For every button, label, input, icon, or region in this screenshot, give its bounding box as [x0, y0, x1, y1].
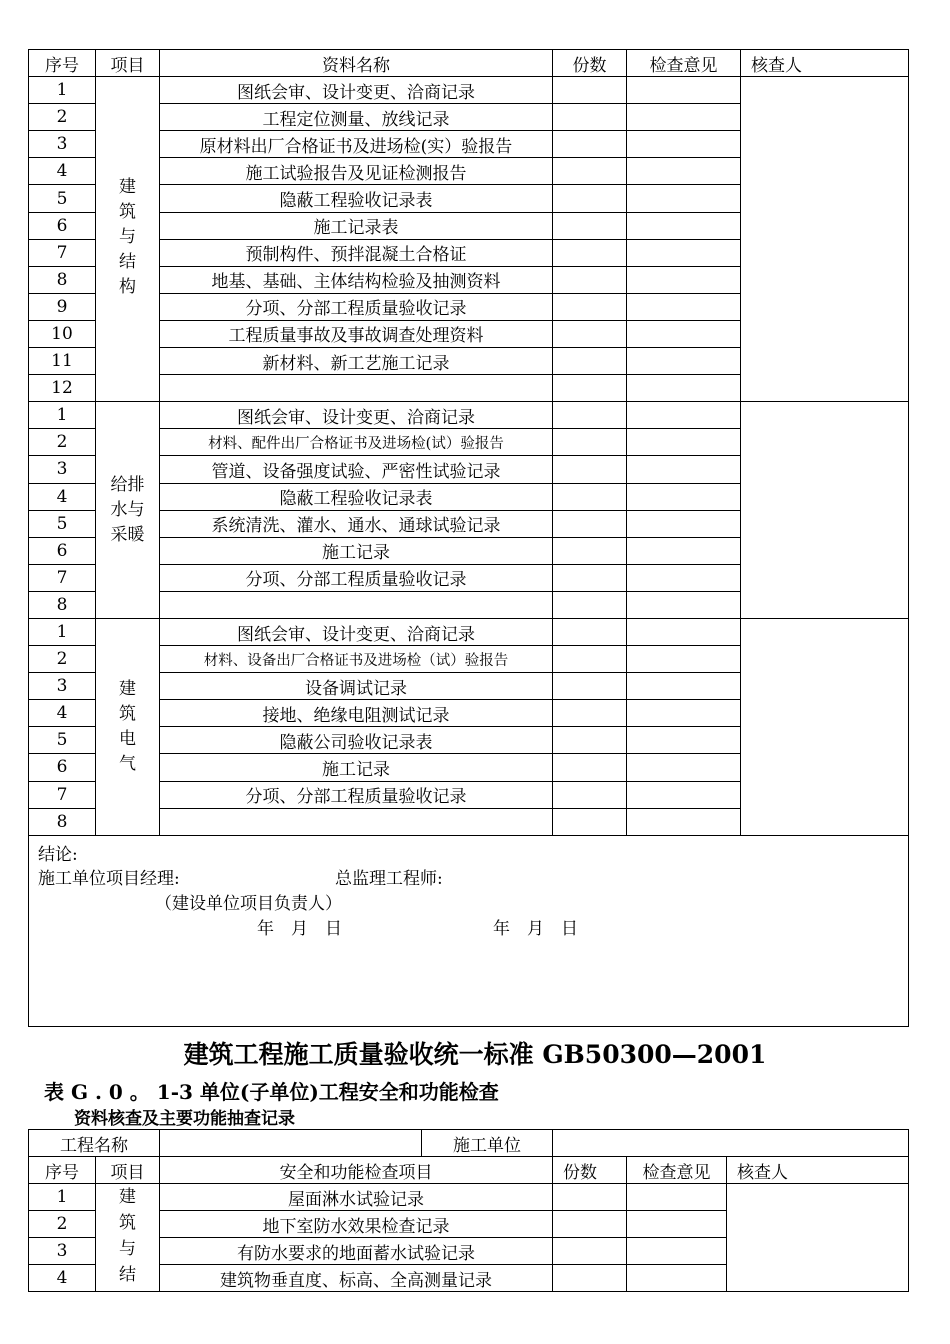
project-name-value	[160, 1130, 422, 1157]
row-no: 2	[29, 646, 96, 673]
group-checker	[741, 402, 909, 619]
header-opinion: 检查意见	[627, 50, 741, 77]
row-copies	[553, 131, 627, 158]
row-name: 分项、分部工程质量验收记录	[160, 781, 553, 808]
row-no: 8	[29, 591, 96, 618]
row-opinion	[627, 808, 741, 835]
row-opinion	[627, 537, 741, 564]
supervisor-label: 总监理工程师:	[335, 868, 443, 889]
row-copies	[553, 591, 627, 618]
row-copies	[553, 104, 627, 131]
row-no: 3	[29, 131, 96, 158]
owner-label: （建设单位项目负责人）	[155, 893, 342, 914]
document-review-table	[28, 49, 909, 1027]
row-name: 分项、分部工程质量验收记录	[160, 564, 553, 591]
row-name	[160, 808, 553, 835]
row-no: 11	[29, 348, 96, 375]
row-name: 有防水要求的地面蓄水试验记录	[160, 1238, 553, 1265]
row-name: 系统清洗、灌水、通水、通球试验记录	[160, 510, 553, 537]
row-copies	[553, 293, 627, 320]
row-no: 9	[29, 293, 96, 320]
row-opinion	[627, 591, 741, 618]
row-copies	[553, 77, 627, 104]
table-row	[29, 618, 909, 645]
row-no: 1	[29, 402, 96, 429]
row-name: 建筑物垂直度、标高、全高测量记录	[160, 1265, 553, 1292]
group-checker	[741, 618, 909, 835]
conclusion-row	[29, 835, 909, 1026]
header-name: 资料名称	[160, 50, 553, 77]
safety-function-table	[28, 1129, 909, 1292]
row-copies	[553, 266, 627, 293]
header-copies: 份数	[553, 50, 627, 77]
row-name: 施工记录	[160, 754, 553, 781]
row-opinion	[627, 185, 741, 212]
row-name: 管道、设备强度试验、严密性试验记录	[160, 456, 553, 483]
row-opinion	[627, 239, 741, 266]
row-no: 7	[29, 781, 96, 808]
header-no: 序号	[29, 1157, 96, 1184]
row-opinion	[627, 1238, 727, 1265]
row-name: 原材料出厂合格证书及进场检(实）验报告	[160, 131, 553, 158]
row-opinion	[627, 131, 741, 158]
row-name: 隐蔽公司验收记录表	[160, 727, 553, 754]
row-copies	[553, 483, 627, 510]
row-copies	[553, 185, 627, 212]
header-item: 项目	[96, 1157, 160, 1184]
row-copies	[553, 618, 627, 645]
row-no: 4	[29, 158, 96, 185]
row-name: 施工试验报告及见证检测报告	[160, 158, 553, 185]
row-name: 预制构件、预拌混凝土合格证	[160, 239, 553, 266]
row-opinion	[627, 104, 741, 131]
row-copies	[553, 320, 627, 347]
header-opinion: 检查意见	[627, 1157, 727, 1184]
table-subtitle: 资料核查及主要功能抽查记录	[74, 1109, 295, 1129]
header-no: 序号	[29, 50, 96, 77]
row-copies	[553, 1238, 627, 1265]
row-opinion	[627, 348, 741, 375]
row-name: 屋面淋水试验记录	[160, 1184, 553, 1211]
row-no: 3	[29, 1238, 96, 1265]
row-name: 施工记录表	[160, 212, 553, 239]
row-no: 5	[29, 510, 96, 537]
row-name: 地基、基础、主体结构检验及抽测资料	[160, 266, 553, 293]
row-opinion	[627, 1211, 727, 1238]
manager-label: 施工单位项目经理:	[38, 868, 180, 889]
document-title: 建筑工程施工质量验收统一标准 GB50300—2001	[183, 1040, 767, 1069]
row-opinion	[627, 673, 741, 700]
row-opinion	[627, 646, 741, 673]
group-checker	[741, 77, 909, 402]
project-name-label: 工程名称	[29, 1130, 160, 1157]
row-copies	[553, 510, 627, 537]
row-opinion	[627, 77, 741, 104]
row-copies	[553, 727, 627, 754]
date-right: 年 月 日	[493, 918, 578, 939]
header-checker: 核查人	[727, 1157, 909, 1184]
row-no: 6	[29, 212, 96, 239]
group-label: 建 筑 电 气	[96, 618, 160, 835]
row-opinion	[627, 375, 741, 402]
construction-unit-value	[553, 1130, 909, 1157]
table-row	[29, 402, 909, 429]
row-no: 1	[29, 618, 96, 645]
row-copies	[553, 1265, 627, 1292]
construction-unit-label: 施工单位	[422, 1130, 553, 1157]
row-name: 工程定位测量、放线记录	[160, 104, 553, 131]
row-no: 4	[29, 700, 96, 727]
row-copies	[553, 402, 627, 429]
row-name	[160, 375, 553, 402]
row-opinion	[627, 158, 741, 185]
row-opinion	[627, 456, 741, 483]
row-name: 接地、绝缘电阻测试记录	[160, 700, 553, 727]
row-opinion	[627, 1265, 727, 1292]
row-name: 图纸会审、设计变更、洽商记录	[160, 77, 553, 104]
row-copies	[553, 564, 627, 591]
row-opinion	[627, 727, 741, 754]
row-no: 5	[29, 727, 96, 754]
row-opinion	[627, 781, 741, 808]
group-checker	[727, 1184, 909, 1292]
conclusion-label: 结论:	[38, 844, 78, 865]
row-no: 2	[29, 429, 96, 456]
table-code: 表 G . 0 。 1-3 单位(子单位)工程安全和功能检查	[44, 1080, 499, 1104]
header-row	[29, 50, 909, 77]
row-opinion	[627, 754, 741, 781]
row-copies	[553, 781, 627, 808]
row-name: 材料、设备出厂合格证书及进场检（试）验报告	[160, 646, 553, 673]
row-name: 设备调试记录	[160, 673, 553, 700]
table-row	[29, 1184, 909, 1211]
row-name: 隐蔽工程验收记录表	[160, 185, 553, 212]
row-name	[160, 591, 553, 618]
row-opinion	[627, 320, 741, 347]
row-copies	[553, 700, 627, 727]
group-label: 给排 水与 采暖	[96, 402, 160, 619]
row-no: 1	[29, 77, 96, 104]
row-opinion	[627, 266, 741, 293]
row-copies	[553, 537, 627, 564]
header-name: 安全和功能检查项目	[160, 1157, 553, 1184]
row-no: 10	[29, 320, 96, 347]
row-copies	[553, 375, 627, 402]
row-copies	[553, 1184, 627, 1211]
row-copies	[553, 429, 627, 456]
row-name: 隐蔽工程验收记录表	[160, 483, 553, 510]
row-opinion	[627, 564, 741, 591]
row-opinion	[627, 212, 741, 239]
header-checker: 核查人	[741, 50, 909, 77]
row-opinion	[627, 700, 741, 727]
row-copies	[553, 673, 627, 700]
group-label: 建 筑 与 结	[96, 1184, 160, 1292]
row-no: 8	[29, 266, 96, 293]
row-no: 12	[29, 375, 96, 402]
row-no: 3	[29, 673, 96, 700]
conclusion-cell	[29, 835, 909, 1026]
row-no: 4	[29, 483, 96, 510]
header-row	[29, 1157, 909, 1184]
row-copies	[553, 754, 627, 781]
row-name: 图纸会审、设计变更、洽商记录	[160, 402, 553, 429]
row-name: 分项、分部工程质量验收记录	[160, 293, 553, 320]
row-no: 2	[29, 1211, 96, 1238]
row-opinion	[627, 510, 741, 537]
group-label: 建 筑 与 结 构	[96, 77, 160, 402]
row-name: 施工记录	[160, 537, 553, 564]
header-copies: 份数	[553, 1157, 627, 1184]
row-opinion	[627, 293, 741, 320]
row-no: 4	[29, 1265, 96, 1292]
row-no: 6	[29, 754, 96, 781]
row-opinion	[627, 429, 741, 456]
row-copies	[553, 1211, 627, 1238]
row-copies	[553, 646, 627, 673]
row-opinion	[627, 618, 741, 645]
row-copies	[553, 808, 627, 835]
row-copies	[553, 158, 627, 185]
row-name: 新材料、新工艺施工记录	[160, 348, 553, 375]
row-name: 图纸会审、设计变更、洽商记录	[160, 618, 553, 645]
row-copies	[553, 348, 627, 375]
row-copies	[553, 212, 627, 239]
row-no: 7	[29, 239, 96, 266]
row-name: 材料、配件出厂合格证书及进场检(试）验报告	[160, 429, 553, 456]
row-no: 3	[29, 456, 96, 483]
row-no: 7	[29, 564, 96, 591]
row-opinion	[627, 483, 741, 510]
row-no: 5	[29, 185, 96, 212]
header-item: 项目	[96, 50, 160, 77]
table-row	[29, 77, 909, 104]
row-name: 工程质量事故及事故调查处理资料	[160, 320, 553, 347]
row-no: 1	[29, 1184, 96, 1211]
row-opinion	[627, 1184, 727, 1211]
row-no: 6	[29, 537, 96, 564]
row-name: 地下室防水效果检查记录	[160, 1211, 553, 1238]
row-no: 2	[29, 104, 96, 131]
row-copies	[553, 239, 627, 266]
row-opinion	[627, 402, 741, 429]
date-left: 年 月 日	[257, 918, 342, 939]
row-no: 8	[29, 808, 96, 835]
row-copies	[553, 456, 627, 483]
project-info-row	[29, 1130, 909, 1157]
